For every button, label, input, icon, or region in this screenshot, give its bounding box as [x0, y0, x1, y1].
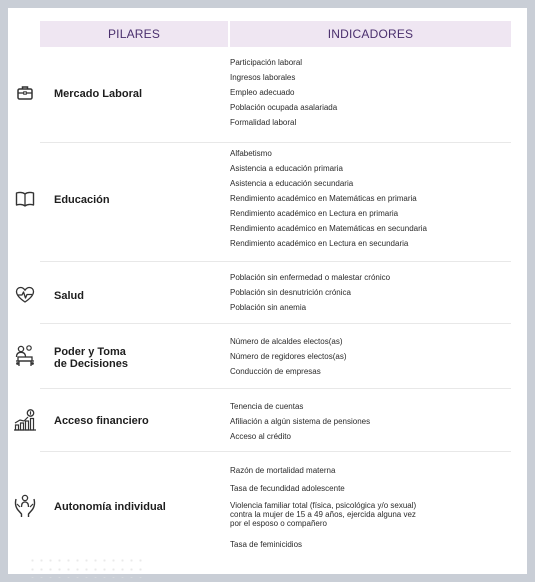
indicator-item: Rendimiento académico en Lectura en secundaria: [230, 239, 409, 248]
pilar-mercado-laboral: [8, 80, 196, 106]
indicator-item: Rendimiento académico en Matemáticas en primaria: [230, 194, 417, 203]
indicator-item: Número de regidores electos(as): [230, 352, 347, 361]
row-divider: [40, 451, 511, 452]
indicator-item: Ingresos laborales: [230, 73, 296, 82]
column-header-pilares: PILARES: [40, 21, 228, 47]
indicator-item: Rendimiento académico en Lectura en primaria: [230, 209, 399, 218]
indicator-item: Alfabetismo: [230, 149, 272, 158]
pilares-table-card: [8, 8, 527, 574]
financial-growth-icon: [12, 407, 38, 433]
indicator-item: Número de alcaldes electos(as): [230, 337, 343, 346]
indicator-item: Población sin anemia: [230, 303, 307, 312]
indicator-item: Acceso al crédito: [230, 432, 291, 441]
pilar-label: Acceso financiero: [54, 415, 149, 427]
indicator-item: Tenencia de cuentas: [230, 402, 304, 411]
indicator-item: Afiliación a algún sistema de pensiones: [230, 417, 371, 426]
pilar-label: Autonomía individual: [54, 501, 166, 513]
indicator-item: Conducción de empresas: [230, 367, 321, 376]
pilar-autonomia-individual: [8, 493, 196, 521]
indicator-item: Empleo adecuado: [230, 88, 295, 97]
heartbeat-icon: [12, 282, 38, 308]
indicator-item: Población ocupada asalariada: [230, 103, 338, 112]
indicator-item: Violencia familiar total (física, psicológica y/o sexual) contra la mujer de 15 a 49 años, ejercida alguna vez por el esposo o compañero: [230, 501, 417, 528]
indicator-item: Rendimiento académico en Matemáticas en secundaria: [230, 224, 427, 233]
indicator-item: Asistencia a educación secundaria: [230, 179, 354, 188]
row-divider: [40, 323, 511, 324]
row-divider: [40, 142, 511, 143]
indicator-item: Razón de mortalidad materna: [230, 466, 336, 475]
indicator-item: Asistencia a educación primaria: [230, 164, 343, 173]
indicator-item: Población sin desnutrición crónica: [230, 288, 351, 297]
pilar-acceso-financiero: [8, 407, 196, 435]
row-divider: [40, 261, 511, 262]
meeting-podium-icon: [12, 343, 38, 369]
open-book-icon: [12, 186, 38, 212]
row-divider: [40, 388, 511, 389]
pilar-educacion: [8, 186, 196, 212]
briefcase-icon: [12, 80, 38, 106]
pilar-label: Salud: [54, 290, 84, 302]
pilar-salud: [8, 282, 196, 308]
indicator-item: Formalidad laboral: [230, 118, 297, 127]
pilar-label: Poder y Toma de Decisiones: [54, 346, 128, 370]
hands-autonomy-icon: [12, 493, 38, 519]
pilar-label: Educación: [54, 194, 110, 206]
decorative-dot-pattern: [28, 556, 148, 578]
column-header-indicadores: INDICADORES: [230, 21, 511, 47]
indicator-item: Población sin enfermedad o malestar crónico: [230, 273, 391, 282]
indicator-item: Tasa de feminicidios: [230, 540, 303, 549]
indicator-item: Tasa de fecundidad adolescente: [230, 484, 345, 493]
pilar-label: Mercado Laboral: [54, 88, 143, 100]
pilar-poder-toma-decisiones: [8, 343, 196, 371]
indicator-item: Participación laboral: [230, 58, 303, 67]
